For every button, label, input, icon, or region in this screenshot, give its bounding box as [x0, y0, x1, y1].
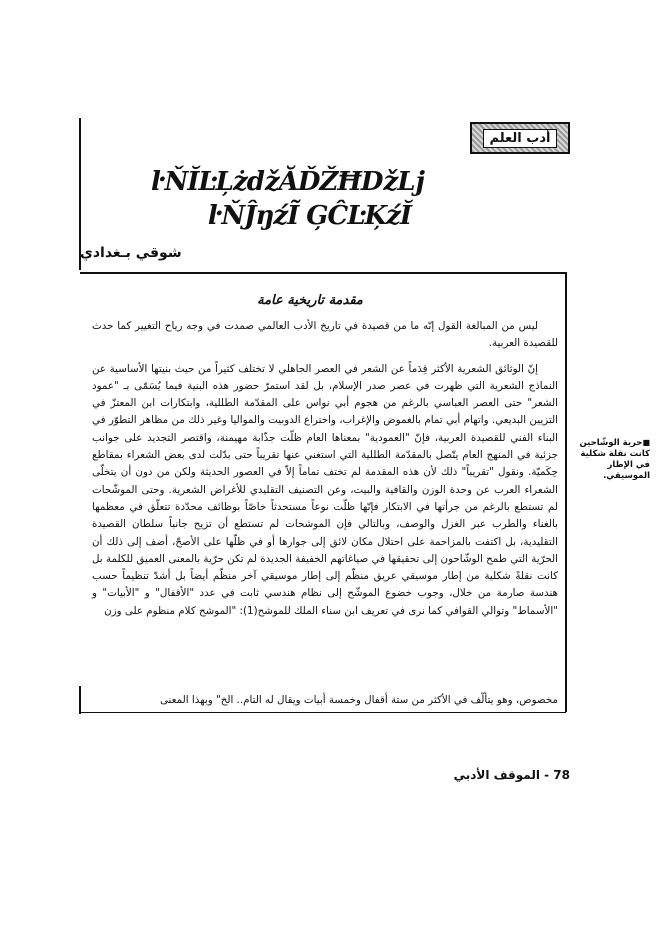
- square-bullet-icon: ■: [642, 438, 650, 447]
- section-badge-label: أدب العلم: [483, 129, 558, 148]
- paragraph: ليس من المبالغة القول إنّه ما من قصيدة في تاريخ الأدب العالمي صمدت في وجه رياح التغيير كما حدث للقصيدة العربية.: [92, 320, 558, 350]
- bottom-left-rule: [79, 686, 81, 714]
- paragraph: إنّ الوثائق الشعرية الأكثر قِدَماً عن الشعر في العصر الجاهلي لا تختلف كثيراً من حيث بنيتها الأساسية عن النماذج الشعرية التي ظهرت في عصر صدر الإسلام، بل لقد استمرّ حضور هذه البنية فيما يُسَمّى بـ "عمود الشعر" حتى العصر العباسي بالرغم من هجوم أبي نواس على المقدّمة الطللية، وابتكارات ابن المعتزّ في التزيين البديعي. واتهام أبي تمام بالغموض والإغراب، واختراع الدوبيت والمواليا وغير ذلك من مظاهر التطوّر في البناء الفني للقصيدة العربية، فإنّ "العمودية" بمعناها العام ظلّت جذّابة مهيمنة، واقتصر التجديد على جوانب جزئية في المنهج العام يتّصل بالمقدّمة الطللية التي استغني عنها تقريباً حتى بدّلت لدى بعض الشعراء بمقاطع حِكَميّة. ونقول "تقريباً" ذلك لأن هذه المقدمة لم تختف تماماً إلاّ في العصور الحديثة ولكن من دون أن يتخلّى الشعراء العرب عن وحدة الوزن والقافية والبيت، وعن التصنيف التقليدي للأغراض الشعرية. وحتى الموشّحات لم تستطع بالرغم من جرأتها في الابتكار فإنّها ظلّت نوعاً مستحدثاً خاصّاً بوظائف محدّدة تتعلّق في معظمها بالغناء والطرب عبر الغزل والوصف، وبالتالي فإن الموشحات لم تستطع أن تزيح جانباً سلطان القصيدة التقليدية، بل اكتفت بالمزاحمة على احتلال مكان لائق إلى جوارها أو في ظلّها على الأصحّ، أضف إلى ذلك أن الحرّية التي طمح الوشّاحون إلى تحقيقها في صياغاتهم الخفيفة الجديدة لم تكن حرّية بالمعنى العميق للكلمة بل كانت نقلةً شكلية من إطار موسيقي عريق منظّم إلى إطار موسيقي آخر منظّم أيضاً بل أشدّ تنظيماً حسب هندسة صارمة من خلال، وجوب خضوع الموشّح إلى نظام هندسي ثابت في عدد "الأقفال" و "الأبيات" و "الأسماط" وتوالي القوافي كما نرى في تعريف ابن سناء الملك للموشح(1): "الموشح كلام منظوم على وزن: [92, 362, 558, 617]
- page-footer: 78 - الموقف الأدبي: [453, 768, 570, 782]
- bottom-rule: [80, 712, 566, 713]
- section-heading: مقدمة تاريخية عامة: [257, 293, 363, 308]
- continuation-line: مخصوص، وهو يتألّف في الأكثر من ستة أقفال وخمسة أبيات ويقال له التام.. الخ" وبهذا المعنى: [159, 694, 558, 706]
- article-title: [151, 165, 424, 233]
- right-rule: [565, 272, 567, 712]
- section-badge: [470, 122, 570, 154]
- top-rule: [80, 272, 566, 274]
- pull-quote-text: حرية الوشّاحين كانت نقلة شكلية في الإطار الموسيقي.: [579, 438, 650, 481]
- title-line-2: ŀŇĴŋźĨ ĢĈĿĶźĬ: [207, 201, 411, 231]
- article-body: [92, 318, 558, 628]
- author-name: شوقي بـغدادي: [80, 245, 182, 261]
- title-line-1: ŀŇĬĿĻżǆĂĎŽĦǅǈ: [151, 167, 424, 197]
- pull-quote: [570, 437, 650, 482]
